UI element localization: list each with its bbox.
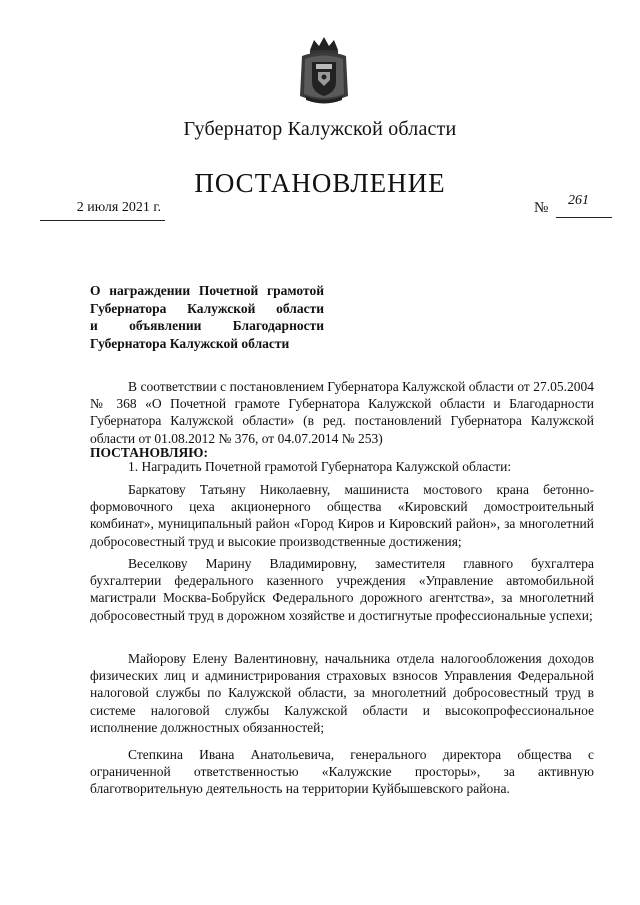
awardee-text: Степкина Ивана Анатольевича, генерального директора общества с ограниченной ответственностью «Калужские просторы», за активную благотворительную деятельность на территории Куйбышевского района. — [90, 747, 594, 797]
document-number-label: № — [534, 200, 549, 216]
subject-line: Губернатора Калужской области — [90, 335, 290, 351]
document-subject — [90, 282, 324, 352]
awardee-paragraph — [90, 650, 594, 736]
document-number: 261 — [568, 193, 589, 208]
decree-word: ПОСТАНОВЛЯЮ: — [90, 445, 208, 460]
awardee-text: Майорову Елену Валентиновну, начальника отдела налогообложения доходов физических лиц и администрирования страховых взносов Управления Федеральной налоговой службы по Калужской области, за многолетний добросовестный труд в системе налоговой службы Калужской области и высокопрофессиональное исполнение должностных обязанностей; — [90, 651, 594, 735]
awardee-paragraph — [90, 746, 594, 798]
document-date-field — [40, 200, 165, 221]
document-date: 2 июля 2021 г. — [76, 200, 161, 215]
awardee-text: Веселкову Марину Владимировну, заместителя главного бухгалтера бухгалтерии федерального казенного учреждения «Управление автомобильной магистрали Москва-Бобруйск Федерального дорожного агентства», за многолетний добросовестный труд в дорожном хозяйстве и достигнутые профессиональные успехи; — [90, 556, 594, 623]
award-item-heading: 1. Наградить Почетной грамотой Губернатора Калужской области: — [128, 459, 512, 474]
awardee-paragraph — [90, 481, 594, 550]
preamble-paragraph — [90, 378, 594, 447]
preamble-text: В соответствии с постановлением Губернатора Калужской области от 27.05.2004 № 368 «О Почетной грамоте Губернатора Калужской области и Благодарности Губернатора Калужской области» (в ред. постановлений Губернатора Калужской области от 01.08.2012 № 376, от 04.07.2014 № 253) — [90, 379, 594, 446]
issuing-authority: Губернатор Калужской области — [183, 118, 457, 140]
subject-line: О награждении Почетной грамотой — [90, 283, 324, 298]
subject-line: и объявлении Благодарности — [90, 318, 324, 333]
document-type-heading: ПОСТАНОВЛЕНИЕ — [194, 168, 446, 198]
coat-of-arms-icon — [296, 34, 352, 106]
subject-line: Губернатора Калужской области — [90, 300, 324, 316]
awardee-text: Баркатову Татьяну Николаевну, машиниста мостового крана бетонно-формовочного цеха акционерного общества «Кировский домостроительный комбинат», муниципальный район «Город Киров и Кировский район», за многолетний добросовестный труд и высокие производственные достижения; — [90, 482, 594, 549]
awardee-paragraph — [90, 555, 594, 624]
